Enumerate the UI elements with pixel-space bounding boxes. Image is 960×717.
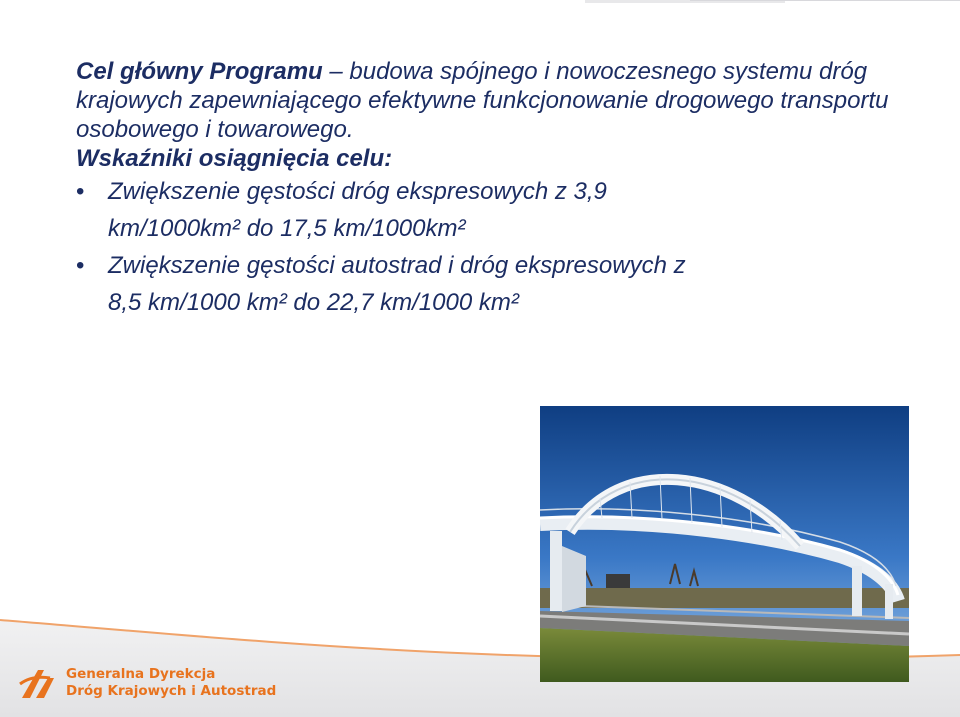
list-item-line: 8,5 km/1000 km² do 22,7 km/1000 km² [108,289,519,316]
bullet-icon: • [76,252,85,279]
indicators-list [76,173,926,321]
list-item [76,247,926,321]
main-goal-label: Cel główny Programu [76,58,323,85]
list-item-line: Zwiększenie gęstości autostrad i dróg ekspresowych z [108,252,686,279]
white-arched-bridge-over-highway-icon [540,406,909,682]
organization-name-line1: Generalna Dyrekcja [66,666,216,682]
list-item-line: Zwiększenie gęstości dróg ekspresowych z 3,9 [108,178,607,205]
bullet-icon: • [76,178,85,205]
bridge-photo [540,406,909,682]
organization-name-line2: Dróg Krajowych i Autostrad [66,683,277,699]
list-item-line: km/1000km² do 17,5 km/1000km² [108,215,466,242]
gddkia-logo-icon [18,664,60,702]
header-decoration-line [690,0,960,1]
organization-name [66,666,276,700]
list-item [76,173,926,247]
main-goal-paragraph [76,57,926,144]
main-goal-text: – budowa spójnego i nowoczesnego systemu dróg krajowych zapewniającego efektywne funkcjonowanie drogowego transportu osobowego i towarowego. [76,58,889,143]
slide-body [76,57,926,321]
indicators-heading: Wskaźniki osiągnięcia celu: [76,145,393,172]
